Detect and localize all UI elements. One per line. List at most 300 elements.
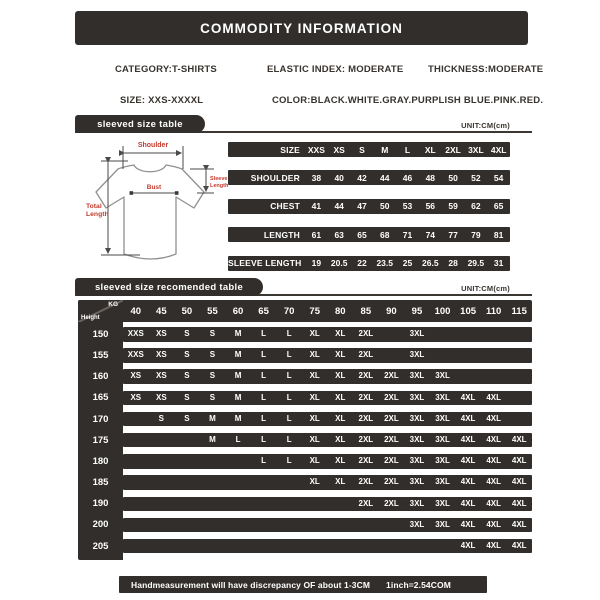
- recommend-size-cell: XL: [309, 413, 320, 423]
- recommend-size-cell: 4XL: [460, 392, 476, 402]
- recommend-size-cell: 4XL: [486, 392, 501, 402]
- recommend-row-bar: [123, 391, 532, 406]
- recommend-size-cell: L: [261, 371, 267, 381]
- size-cell: 42: [357, 172, 367, 183]
- size-row-label: CHEST: [270, 201, 300, 212]
- size-range-label: SIZE: XXS-XXXXL: [120, 95, 204, 106]
- recommend-size-cell: [481, 369, 507, 384]
- recommend-size-cell: S: [209, 329, 216, 338]
- recommend-size-cell: XS: [156, 329, 167, 338]
- recommend-size-cell: S: [184, 371, 190, 381]
- recommend-size-cell: 4XL: [460, 540, 476, 550]
- size-cell: 63: [334, 229, 344, 240]
- recommend-size-cell: 2XL: [358, 350, 374, 360]
- recommend-size-cell: 3XL: [409, 329, 425, 338]
- recommend-size-cell: [200, 518, 226, 533]
- recommend-size-cell: [149, 454, 175, 469]
- recommend-size-cell: L: [235, 434, 241, 444]
- recommend-table-row: [78, 327, 532, 348]
- weight-header-cell: 90: [386, 305, 397, 317]
- recommend-size-cell: [430, 348, 456, 363]
- recommend-size-cell: [200, 475, 226, 490]
- tshirt-measure-diagram: [78, 136, 233, 276]
- recommend-size-cell: XL: [335, 329, 346, 338]
- size-cell: 56: [425, 201, 436, 212]
- size-cell: XXS: [307, 144, 325, 155]
- footer-note-bar: [119, 576, 487, 593]
- recommend-size-cell: M: [234, 392, 242, 402]
- recommend-size-cell: 2XL: [358, 371, 374, 381]
- recommend-table-row: [78, 539, 532, 560]
- recommend-size-cell: 4XL: [486, 540, 501, 550]
- recommend-size-cell: [149, 497, 175, 512]
- recommend-size-cell: [506, 412, 532, 427]
- weight-header-cell: 60: [232, 305, 244, 317]
- total-length-label: Total Length: [86, 203, 109, 218]
- corner-cell: [78, 300, 123, 322]
- recommend-size-cell: S: [184, 350, 190, 360]
- recommend-size-cell: [123, 475, 149, 490]
- recommended-size-table: [78, 300, 532, 560]
- recommend-table-row: [78, 454, 532, 475]
- recommend-size-cell: XL: [335, 477, 346, 487]
- size-cell: 19: [311, 258, 322, 269]
- recommend-size-cell: L: [261, 350, 267, 360]
- recommend-size-cell: 3XL: [409, 371, 425, 381]
- recommend-size-cell: [302, 497, 328, 512]
- size-cell: 2XL: [445, 144, 461, 155]
- recommend-size-cell: [430, 539, 456, 554]
- color-options-label: COLOR:BLACK.WHITE.GRAY.PURPLISH BLUE.PINK.RED.: [272, 95, 544, 106]
- recommend-size-cell: 4XL: [511, 456, 527, 466]
- recommend-size-cell: 3XL: [435, 519, 450, 529]
- size-table-row: [228, 199, 510, 214]
- weight-header-cell: 105: [460, 305, 477, 317]
- recommend-size-cell: [353, 539, 379, 554]
- recommend-size-cell: 4XL: [460, 434, 476, 444]
- recommend-size-cell: [174, 454, 200, 469]
- recommend-size-cell: M: [234, 371, 242, 381]
- recommend-size-cell: [379, 348, 405, 363]
- recommend-size-cell: L: [286, 329, 292, 338]
- recommend-size-cell: [506, 348, 532, 363]
- recommend-size-cell: 3XL: [409, 392, 425, 402]
- recommend-size-cell: 4XL: [511, 477, 527, 487]
- sleeve-length-label: Sleeve Length: [210, 176, 229, 189]
- recommend-size-cell: [225, 539, 251, 554]
- recommend-table-row: [78, 369, 532, 390]
- recommend-size-cell: [149, 539, 175, 554]
- shoulder-label: Shoulder: [137, 142, 169, 149]
- recommend-size-cell: 3XL: [435, 413, 450, 423]
- recommend-size-cell: XL: [335, 434, 346, 444]
- size-table-row: [228, 142, 510, 157]
- weight-header-cell: 115: [511, 305, 527, 317]
- recommend-size-cell: [123, 412, 149, 427]
- height-row-label: 190: [92, 498, 109, 510]
- recommend-size-cell: L: [286, 392, 292, 402]
- weight-header-cell: 40: [130, 305, 142, 317]
- recommend-size-cell: [455, 327, 481, 342]
- size-cell: 4XL: [490, 144, 507, 155]
- size-cell: 62: [471, 201, 481, 212]
- recommend-row-bar: [123, 348, 532, 363]
- recommend-size-cell: XS: [130, 392, 142, 402]
- recommend-size-cell: [225, 454, 251, 469]
- recommend-size-cell: [123, 497, 149, 512]
- recommend-size-cell: 4XL: [460, 413, 476, 423]
- recommend-size-cell: 4XL: [486, 498, 501, 508]
- recommend-size-cell: [225, 518, 251, 533]
- recommend-size-cell: [174, 475, 200, 490]
- weight-header-cell: 80: [334, 305, 346, 317]
- recommend-size-cell: XL: [335, 413, 346, 423]
- weight-header-cell: 95: [411, 305, 423, 317]
- recommend-row-bar: [123, 327, 532, 342]
- recommend-size-cell: L: [286, 456, 292, 466]
- height-row-label: 165: [92, 392, 109, 404]
- size-cell: 61: [311, 229, 322, 240]
- recommend-size-cell: [379, 518, 405, 533]
- weight-header-cell: 65: [258, 305, 269, 317]
- size-cell: 25: [402, 258, 413, 269]
- recommend-size-cell: [353, 518, 379, 533]
- unit-label-2: UNIT:CM(cm): [461, 284, 510, 293]
- size-cell: 71: [402, 229, 413, 240]
- recommend-size-cell: 3XL: [409, 477, 425, 487]
- recommend-size-cell: 4XL: [511, 498, 527, 508]
- recommend-size-cell: [455, 369, 481, 384]
- recommend-size-cell: 4XL: [460, 477, 476, 487]
- measure-note: Handmeasurement will have discrepancy OF about 1-3CM: [131, 579, 371, 590]
- recommend-table-row: [78, 412, 532, 433]
- recommend-size-cell: [174, 433, 200, 448]
- size-cell: XL: [424, 144, 436, 155]
- size-cell: 38: [311, 172, 322, 183]
- recommend-size-cell: [123, 539, 149, 554]
- recommend-table-row: [78, 348, 532, 369]
- size-cell: M: [381, 144, 389, 155]
- recommend-size-cell: 3XL: [435, 498, 450, 508]
- recommend-size-cell: S: [184, 329, 190, 338]
- recommend-size-cell: XL: [335, 456, 346, 466]
- size-cell: XS: [333, 144, 345, 155]
- recommend-size-cell: L: [261, 392, 267, 402]
- size-cell: 29.5: [467, 258, 485, 269]
- recommend-size-cell: [149, 433, 175, 448]
- recommend-size-cell: XL: [335, 371, 346, 381]
- size-cell: 74: [425, 229, 436, 240]
- weight-header-cell: 50: [181, 305, 193, 317]
- height-row-label: 180: [92, 455, 109, 467]
- size-cell: 65: [493, 201, 504, 212]
- recommend-size-cell: 2XL: [384, 498, 399, 508]
- size-table-row: [228, 256, 510, 271]
- recommend-size-cell: 3XL: [435, 456, 450, 466]
- height-row-label: 150: [92, 328, 109, 340]
- inch-conversion: 1inch=2.54COM: [386, 579, 451, 590]
- recommend-size-cell: XL: [309, 392, 320, 402]
- recommend-size-cell: S: [158, 413, 165, 423]
- recommend-row-bar: [123, 475, 532, 490]
- recommend-size-cell: 4XL: [511, 434, 527, 444]
- recommend-table-row: [78, 433, 532, 454]
- recommend-size-cell: XL: [309, 477, 320, 487]
- recommend-row-bar: [123, 539, 532, 554]
- recommend-size-cell: 2XL: [384, 392, 399, 402]
- recommend-size-cell: 3XL: [409, 413, 425, 423]
- recommend-size-cell: 2XL: [384, 456, 399, 466]
- recommend-size-cell: M: [234, 329, 242, 338]
- recommend-size-cell: XL: [309, 456, 320, 466]
- recommend-size-cell: [149, 518, 175, 533]
- size-cell: 47: [357, 201, 367, 212]
- recommend-size-cell: S: [209, 371, 216, 381]
- height-row-label: 170: [92, 413, 109, 425]
- recommend-table-row: [78, 475, 532, 496]
- section-title-size-table: sleeved size table: [75, 115, 205, 133]
- recommend-size-cell: 4XL: [511, 519, 527, 529]
- thickness-label: THICKNESS:MODERATE: [428, 64, 544, 75]
- recommend-size-cell: [200, 539, 226, 554]
- recommend-size-cell: [276, 539, 302, 554]
- recommend-row-bar: [123, 433, 532, 448]
- recommend-size-cell: 2XL: [358, 329, 374, 338]
- weight-header-cell: 75: [309, 305, 320, 317]
- size-cell: 53: [402, 201, 413, 212]
- recommend-size-cell: M: [209, 413, 216, 423]
- recommend-size-cell: [251, 518, 277, 533]
- weight-header-cell: 100: [434, 305, 451, 317]
- size-table-row: [228, 170, 510, 185]
- height-row-label: 175: [92, 434, 109, 446]
- recommend-size-cell: [123, 433, 149, 448]
- size-cell: 40: [334, 172, 344, 183]
- size-cell: 44: [380, 172, 390, 183]
- recommend-table-row: [78, 497, 532, 518]
- recommend-size-cell: [174, 497, 200, 512]
- recommend-size-cell: [506, 391, 532, 406]
- bust-end-right: [175, 191, 179, 195]
- height-row-label: 155: [92, 349, 109, 361]
- size-cell: L: [404, 144, 411, 155]
- recommend-size-cell: 2XL: [358, 498, 374, 508]
- recommend-size-cell: [302, 539, 328, 554]
- size-cell: 46: [402, 172, 413, 183]
- recommend-size-cell: [174, 518, 200, 533]
- size-cell: 68: [380, 229, 390, 240]
- recommend-size-cell: XL: [309, 329, 320, 338]
- recommend-size-cell: 3XL: [409, 498, 425, 508]
- recommend-size-cell: 2XL: [384, 413, 399, 423]
- recommend-size-cell: 3XL: [409, 350, 425, 360]
- recommend-size-cell: 2XL: [384, 434, 399, 444]
- recommend-size-cell: [481, 348, 507, 363]
- recommend-size-cell: S: [184, 392, 190, 402]
- recommend-size-cell: L: [261, 329, 267, 338]
- size-row-label: SIZE: [280, 144, 300, 155]
- recommend-size-cell: [225, 497, 251, 512]
- recommend-size-cell: [455, 348, 481, 363]
- page-title: COMMODITY INFORMATION: [75, 11, 528, 45]
- recommend-table-row: [78, 518, 532, 539]
- recommend-size-cell: [430, 327, 456, 342]
- recommend-size-cell: 4XL: [486, 456, 501, 466]
- height-row-label: 205: [92, 540, 109, 552]
- recommend-size-cell: [225, 475, 251, 490]
- recommend-size-cell: [481, 327, 507, 342]
- recommend-size-cell: 4XL: [460, 456, 476, 466]
- recommend-size-cell: [276, 475, 302, 490]
- size-cell: 50: [380, 201, 390, 212]
- recommend-row-bar: [123, 412, 532, 427]
- recommend-size-cell: 4XL: [460, 498, 476, 508]
- recommend-size-cell: [506, 327, 532, 342]
- size-cell: 50: [448, 172, 458, 183]
- size-cell: 3XL: [468, 144, 484, 155]
- recommend-size-cell: [404, 539, 430, 554]
- size-cell: 65: [357, 229, 367, 240]
- sleeved-size-table: [228, 142, 510, 284]
- recommend-size-cell: S: [184, 413, 190, 423]
- size-row-label: SHOULDER: [250, 172, 300, 183]
- recommend-size-cell: M: [209, 434, 216, 444]
- height-row-label: 160: [92, 371, 109, 383]
- size-cell: S: [359, 144, 365, 155]
- size-cell: 28: [448, 258, 458, 269]
- recommend-size-cell: 2XL: [358, 434, 374, 444]
- recommend-size-cell: [276, 518, 302, 533]
- size-cell: 22: [357, 258, 367, 269]
- recommend-size-cell: 2XL: [358, 413, 374, 423]
- recommend-size-cell: [174, 539, 200, 554]
- recommend-row-bar: [123, 454, 532, 469]
- height-row-label: 200: [92, 519, 109, 531]
- recommend-size-cell: L: [261, 434, 267, 444]
- recommend-size-cell: 4XL: [486, 519, 501, 529]
- size-cell: 77: [448, 229, 458, 240]
- recommend-size-cell: [251, 497, 277, 512]
- recommend-size-cell: L: [286, 413, 292, 423]
- recommend-size-cell: 3XL: [435, 371, 450, 381]
- recommend-size-cell: 4XL: [486, 434, 501, 444]
- size-cell: 59: [448, 201, 458, 212]
- corner-height-label: Height: [81, 315, 100, 321]
- recommend-size-cell: 3XL: [409, 519, 425, 529]
- weight-header-cell: 45: [156, 305, 167, 317]
- size-cell: 79: [471, 229, 481, 240]
- size-cell: 26.5: [422, 258, 439, 269]
- recommend-size-cell: 3XL: [435, 477, 450, 487]
- recommend-size-cell: [123, 454, 149, 469]
- recommend-table-row: [78, 391, 532, 412]
- recommend-size-cell: [379, 539, 405, 554]
- recommend-size-cell: [302, 518, 328, 533]
- recommend-size-cell: 3XL: [435, 392, 450, 402]
- size-cell: 48: [425, 172, 436, 183]
- recommend-size-cell: [506, 369, 532, 384]
- size-cell: 31: [493, 258, 504, 269]
- recommend-size-cell: [276, 497, 302, 512]
- size-row-label: SLEEVE LENGTH: [228, 258, 302, 269]
- recommend-size-cell: [251, 539, 277, 554]
- tshirt-outline: [96, 165, 204, 259]
- unit-label-1: UNIT:CM(cm): [461, 121, 510, 130]
- bust-end-left: [130, 191, 134, 195]
- recommend-size-cell: 2XL: [358, 477, 374, 487]
- recommend-row-bar: [123, 518, 532, 533]
- elastic-index-label: ELASTIC INDEX: MODERATE: [267, 64, 404, 75]
- recommend-size-cell: 3XL: [435, 434, 450, 444]
- size-cell: 81: [493, 229, 504, 240]
- recommend-size-cell: [379, 327, 405, 342]
- recommend-size-cell: M: [234, 413, 242, 423]
- weight-header-cell: 110: [485, 305, 502, 317]
- weight-header-row: [78, 300, 532, 322]
- recommend-size-cell: S: [209, 392, 216, 402]
- recommend-size-cell: XXS: [127, 350, 144, 360]
- size-row-label: LENGTH: [263, 229, 300, 240]
- recommend-size-cell: S: [209, 350, 216, 360]
- recommend-size-cell: 4XL: [486, 477, 501, 487]
- recommend-size-cell: L: [286, 350, 292, 360]
- category-label: CATEGORY:T-SHIRTS: [115, 64, 217, 75]
- recommend-size-cell: XS: [156, 371, 167, 381]
- height-row-label: 185: [92, 477, 109, 489]
- recommend-size-cell: XL: [309, 350, 320, 360]
- recommend-size-cell: [251, 475, 277, 490]
- recommend-size-cell: XL: [309, 371, 320, 381]
- recommend-size-cell: XS: [130, 371, 142, 381]
- recommend-size-cell: 4XL: [511, 540, 527, 550]
- recommend-size-cell: 3XL: [409, 434, 425, 444]
- size-cell: 44: [334, 201, 344, 212]
- recommend-size-cell: L: [286, 434, 292, 444]
- recommend-size-cell: 4XL: [486, 413, 501, 423]
- size-cell: 41: [311, 201, 322, 212]
- recommend-size-cell: XL: [335, 350, 346, 360]
- size-table-row: [228, 227, 510, 242]
- weight-header-cell: 55: [207, 305, 218, 317]
- section-title-recommend-table: sleeved size recomended table: [75, 278, 263, 296]
- recommend-size-cell: L: [261, 456, 267, 466]
- recommend-size-cell: XXS: [127, 329, 144, 338]
- recommend-size-cell: 3XL: [409, 456, 425, 466]
- recommend-size-cell: L: [286, 371, 292, 381]
- recommend-size-cell: [328, 497, 354, 512]
- recommend-size-cell: 4XL: [460, 519, 476, 529]
- recommend-size-cell: 2XL: [384, 371, 399, 381]
- corner-kg-label: KG: [108, 301, 118, 308]
- recommend-rows: [78, 327, 532, 560]
- recommend-size-cell: XS: [156, 392, 167, 402]
- weight-header-cell: 85: [360, 305, 372, 317]
- recommend-size-cell: [328, 518, 354, 533]
- recommend-row-bar: [123, 369, 532, 384]
- size-cell: 20.5: [330, 258, 348, 269]
- recommend-size-cell: M: [234, 350, 242, 360]
- recommend-size-cell: [200, 497, 226, 512]
- size-cell: 23.5: [376, 258, 393, 269]
- recommend-size-cell: [328, 539, 354, 554]
- recommend-size-cell: L: [261, 413, 267, 423]
- recommend-size-cell: XS: [156, 350, 167, 360]
- weight-header-cell: 70: [283, 305, 295, 317]
- recommend-size-cell: [123, 518, 149, 533]
- size-cell: 54: [493, 172, 504, 183]
- recommend-size-cell: 2XL: [358, 456, 374, 466]
- recommend-row-bar: [123, 497, 532, 512]
